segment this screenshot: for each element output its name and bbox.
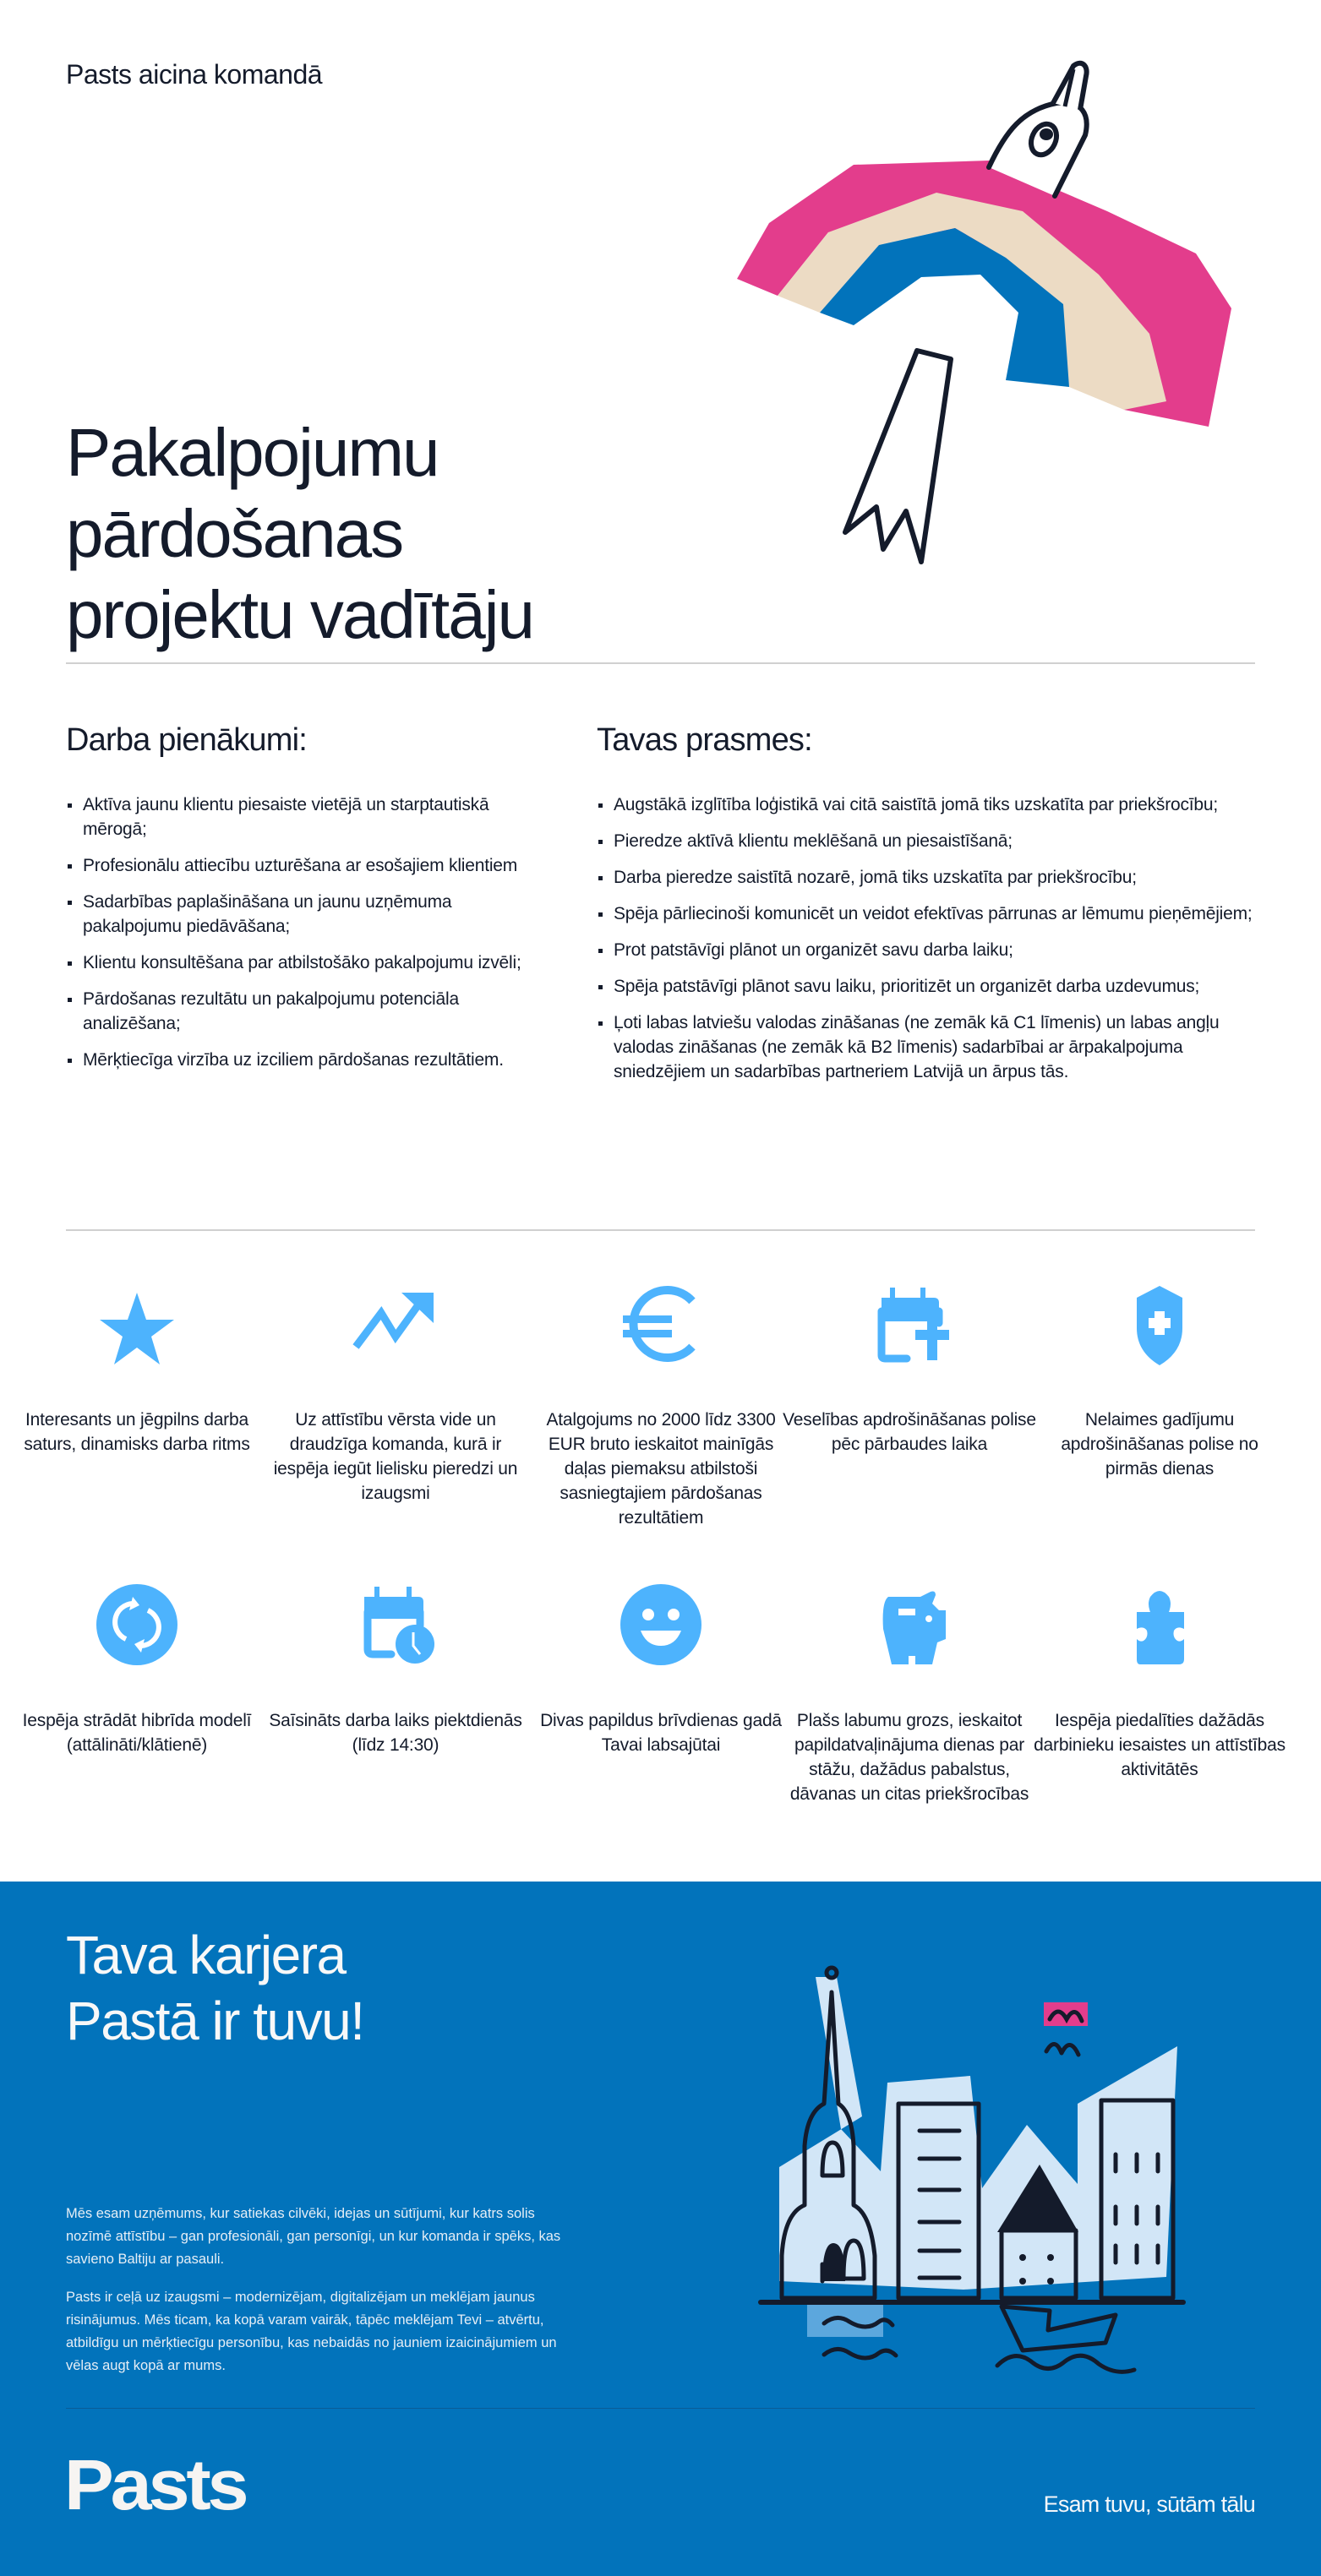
- career-section: [0, 1882, 1321, 2576]
- benefit-item: [10, 1578, 264, 1757]
- pasts-logo: Pasts: [64, 2445, 246, 2524]
- page-title: [66, 412, 533, 656]
- headline-line: Pastā ir tuvu!: [66, 1991, 364, 2051]
- headline-line: Tava karjera: [66, 1925, 346, 1985]
- benefit-text: Iespēja strādāt hibrīda modelī (attālināti/klātienē): [22, 1711, 252, 1755]
- calendar-clock-icon: [349, 1578, 442, 1671]
- skill-item: Pieredze aktīvā klientu meklēšanā un piesaistīšanā;: [597, 829, 1264, 853]
- benefit-item: [1033, 1578, 1286, 1782]
- benefit-text: Iespēja piedalīties dažādās darbinieku iesaistes un attīstības aktivitātēs: [1034, 1711, 1286, 1779]
- skills-section: [597, 722, 1264, 1096]
- benefit-text: Interesants un jēgpilns darba saturs, dinamisks darba ritms: [24, 1410, 250, 1454]
- duty-item: Mērķtiecīga virzība uz izciliem pārdošanas rezultātiem.: [66, 1048, 522, 1072]
- rocket-rainbow-illustration: [727, 51, 1268, 659]
- section-divider: [66, 662, 1255, 664]
- star-icon: [90, 1277, 183, 1370]
- benefit-text: Uz attīstību vērsta vide un draudzīga komanda, kurā ir iespēja iegūt lielisku pieredzi un izaugsmi: [273, 1410, 518, 1503]
- duty-item: Aktīva jaunu klientu piesaiste vietējā un starptautiskā mērogā;: [66, 792, 522, 841]
- title-line: Pakalpojumu: [66, 415, 439, 490]
- trending-up-icon: [349, 1277, 442, 1370]
- benefit-text: Saīsināts darba laiks piektdienās (līdz 14:30): [269, 1711, 522, 1755]
- calendar-plus-icon: [863, 1277, 956, 1370]
- benefit-text: Veselības apdrošināšanas polise pēc pārbaudes laika: [783, 1410, 1036, 1454]
- duties-section: [66, 722, 522, 1084]
- benefit-text: Atalgojums no 2000 līdz 3300 EUR bruto ieskaitot mainīgās daļas piemaksu atbilstoši sasniegtajiem pārdošanas rezultātiem: [546, 1410, 776, 1528]
- skill-item: Spēja patstāvīgi plānot savu laiku, prioritizēt un organizēt darba uzdevumus;: [597, 974, 1264, 999]
- benefit-item: [10, 1277, 264, 1457]
- career-headline: [66, 1922, 364, 2054]
- sync-icon: [90, 1578, 183, 1671]
- benefit-item: [269, 1578, 522, 1757]
- benefit-text: Nelaimes gadījumu apdrošināšanas polise no pirmās dienas: [1061, 1410, 1258, 1479]
- benefit-item: [1033, 1277, 1286, 1481]
- skill-item: Spēja pārliecinoši komunicēt un veidot efektīvas pārrunas ar lēmumu pieņēmējiem;: [597, 901, 1264, 926]
- skill-item: Darba pieredze saistītā nozarē, jomā tiks uzskatīta par priekšrocību;: [597, 865, 1264, 890]
- puzzle-icon: [1113, 1578, 1206, 1671]
- duty-item: Klientu konsultēšana par atbilstošāko pakalpojumu izvēli;: [66, 950, 522, 975]
- duties-heading: Darba pienākumi:: [66, 722, 308, 758]
- duties-list: [66, 792, 522, 1072]
- title-line: projektu vadītāju: [66, 577, 534, 652]
- benefit-item: [534, 1277, 788, 1530]
- benefit-item: [783, 1277, 1036, 1457]
- duty-item: Sadarbības paplašināšana un jaunu uzņēmuma pakalpojumu piedāvāšana;: [66, 890, 522, 939]
- title-line: pārdošanas: [66, 496, 403, 571]
- intro-text: Pasts aicina komandā: [66, 59, 323, 90]
- skills-list: [597, 792, 1264, 1084]
- duty-item: Profesionālu attiecību uzturēšana ar esošajiem klientiem: [66, 853, 522, 878]
- description-paragraph: Pasts ir ceļā uz izaugsmi – modernizējam, digitalizējam un meklējam jaunus risinājumus. Mēs ticam, ka kopā varam vairāk, tāpēc meklējam Tevi – atvērtu, atbildīgu un mērķtiecīgu personību, kas nebaidās no jauniem izaicinājumiem un vēlas augt kopā ar mums.: [66, 2290, 557, 2373]
- benefit-item: [269, 1277, 522, 1506]
- benefit-text: Plašs labumu grozs, ieskaitot papildatvaļinājuma dienas par stāžu, dažādus pabalstus, dāvanas un citas priekšrocības: [789, 1711, 1029, 1804]
- smiley-icon: [614, 1578, 707, 1671]
- company-description: [66, 2203, 573, 2393]
- skill-item: Augstākā izglītība loģistikā vai citā saistītā jomā tiks uzskatīta par priekšrocību;: [597, 792, 1264, 817]
- slogan-text: Esam tuvu, sūtām tālu: [1043, 2492, 1255, 2517]
- euro-icon: [614, 1277, 707, 1370]
- benefit-item: [534, 1578, 788, 1757]
- benefit-text: Divas papildus brīvdienas gadā Tavai labsajūtai: [540, 1711, 782, 1755]
- skill-item: Ļoti labas latviešu valodas zināšanas (ne zemāk kā C1 līmenis) un labas angļu valodas zināšanas (ne zemāk kā B2 līmenis) sadarbībai ar ārpakalpojuma sniedzējiem un sadarbības partneriem Latvijā un ārpus tās.: [597, 1010, 1264, 1084]
- duty-item: Pārdošanas rezultātu un pakalpojumu potenciāla analizēšana;: [66, 987, 522, 1036]
- skill-item: Prot patstāvīgi plānot un organizēt savu darba laiku;: [597, 938, 1264, 962]
- city-skyline-illustration: [744, 1943, 1217, 2383]
- shield-plus-icon: [1113, 1277, 1206, 1370]
- footer-divider: [66, 2408, 1255, 2409]
- description-paragraph: Mēs esam uzņēmums, kur satiekas cilvēki, idejas un sūtījumi, kur katrs solis nozīmē attīstību – gan profesionāli, gan personīgi, un kur komanda ir spēks, kas savieno Baltiju ar pasauli.: [66, 2206, 561, 2267]
- piggy-bank-icon: [863, 1578, 956, 1671]
- section-divider: [66, 1229, 1255, 1231]
- benefit-item: [783, 1578, 1036, 1806]
- skills-heading: Tavas prasmes:: [597, 722, 812, 758]
